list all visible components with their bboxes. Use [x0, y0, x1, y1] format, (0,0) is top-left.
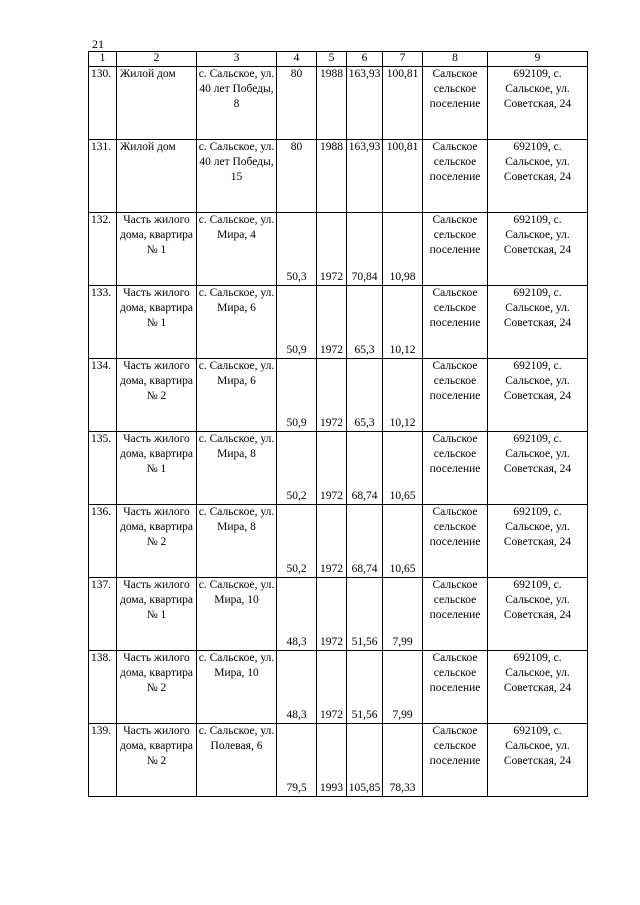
row-number: 131. — [89, 140, 117, 213]
object-name: Часть жилого дома, квартира № 1 — [117, 432, 197, 505]
object-name: Жилой дом — [117, 140, 197, 213]
year-built: 1988 — [317, 67, 347, 140]
table-row — [89, 724, 588, 797]
object-name: Часть жилого дома, квартира № 2 — [117, 505, 197, 578]
row-number: 137. — [89, 578, 117, 651]
column-number: 1 — [89, 52, 117, 67]
year-built: 1972 — [317, 505, 347, 578]
year-built: 1972 — [317, 286, 347, 359]
year-built: 1988 — [317, 140, 347, 213]
object-area: 50,2 — [277, 505, 317, 578]
object-name: Часть жилого дома, квартира № 2 — [117, 724, 197, 797]
column-number: 2 — [117, 52, 197, 67]
object-address: с. Сальское, ул. Мира, 8 — [197, 505, 277, 578]
row-number: 138. — [89, 651, 117, 724]
owner-name: Сальское сельское поселение — [423, 67, 488, 140]
table-row — [89, 359, 588, 432]
object-address: с. Сальское, ул. Мира, 10 — [197, 578, 277, 651]
book-value: 65,3 — [347, 359, 383, 432]
owner-name: Сальское сельское поселение — [423, 724, 488, 797]
table-row — [89, 651, 588, 724]
row-number: 133. — [89, 286, 117, 359]
row-number: 139. — [89, 724, 117, 797]
owner-address: 692109, с. Сальское, ул. Советская, 24 — [488, 286, 588, 359]
residual-value: 78,33 — [383, 724, 423, 797]
owner-name: Сальское сельское поселение — [423, 432, 488, 505]
owner-name: Сальское сельское поселение — [423, 505, 488, 578]
owner-address: 692109, с. Сальское, ул. Советская, 24 — [488, 213, 588, 286]
page-number: 21 — [92, 37, 104, 51]
object-address: с. Сальское, ул. Мира, 6 — [197, 286, 277, 359]
residual-value: 7,99 — [383, 651, 423, 724]
book-value: 163,93 — [347, 140, 383, 213]
object-address: с. Сальское, ул. Мира, 6 — [197, 359, 277, 432]
row-number: 130. — [89, 67, 117, 140]
row-number: 134. — [89, 359, 117, 432]
residual-value: 10,12 — [383, 359, 423, 432]
owner-address: 692109, с. Сальское, ул. Советская, 24 — [488, 359, 588, 432]
year-built: 1972 — [317, 578, 347, 651]
year-built: 1972 — [317, 359, 347, 432]
book-value: 68,74 — [347, 432, 383, 505]
column-number: 3 — [197, 52, 277, 67]
object-address: с. Сальское, ул. 40 лет Победы, 8 — [197, 67, 277, 140]
column-number: 9 — [488, 52, 588, 67]
owner-address: 692109, с. Сальское, ул. Советская, 24 — [488, 724, 588, 797]
book-value: 163,93 — [347, 67, 383, 140]
table-row — [89, 505, 588, 578]
book-value: 68,74 — [347, 505, 383, 578]
year-built: 1993 — [317, 724, 347, 797]
residual-value: 10,98 — [383, 213, 423, 286]
object-address: с. Сальское, ул. Полевая, 6 — [197, 724, 277, 797]
object-area: 48,3 — [277, 651, 317, 724]
book-value: 51,56 — [347, 651, 383, 724]
owner-name: Сальское сельское поселение — [423, 651, 488, 724]
residual-value: 7,99 — [383, 578, 423, 651]
object-area: 48,3 — [277, 578, 317, 651]
object-name: Часть жилого дома, квартира № 1 — [117, 213, 197, 286]
book-value: 70,84 — [347, 213, 383, 286]
book-value: 51,56 — [347, 578, 383, 651]
row-number: 136. — [89, 505, 117, 578]
owner-address: 692109, с. Сальское, ул. Советская, 24 — [488, 140, 588, 213]
object-name: Часть жилого дома, квартира № 1 — [117, 286, 197, 359]
object-area: 50,9 — [277, 286, 317, 359]
object-address: с. Сальское, ул. Мира, 8 — [197, 432, 277, 505]
residual-value: 10,65 — [383, 432, 423, 505]
object-name: Часть жилого дома, квартира № 1 — [117, 578, 197, 651]
owner-address: 692109, с. Сальское, ул. Советская, 24 — [488, 505, 588, 578]
object-address: с. Сальское, ул. 40 лет Победы, 15 — [197, 140, 277, 213]
object-name: Часть жилого дома, квартира № 2 — [117, 359, 197, 432]
column-number: 4 — [277, 52, 317, 67]
owner-name: Сальское сельское поселение — [423, 213, 488, 286]
book-value: 105,85 — [347, 724, 383, 797]
object-area: 50,3 — [277, 213, 317, 286]
column-number: 5 — [317, 52, 347, 67]
column-number-row — [89, 52, 588, 67]
owner-address: 692109, с. Сальское, ул. Советская, 24 — [488, 67, 588, 140]
table-row — [89, 67, 588, 140]
owner-name: Сальское сельское поселение — [423, 140, 488, 213]
table-row — [89, 140, 588, 213]
book-value: 65,3 — [347, 286, 383, 359]
year-built: 1972 — [317, 651, 347, 724]
object-area: 80 — [277, 67, 317, 140]
table-row — [89, 286, 588, 359]
residual-value: 100,81 — [383, 67, 423, 140]
property-registry-table — [88, 51, 588, 797]
owner-address: 692109, с. Сальское, ул. Советская, 24 — [488, 578, 588, 651]
object-address: с. Сальское, ул. Мира, 10 — [197, 651, 277, 724]
column-number: 6 — [347, 52, 383, 67]
owner-name: Сальское сельское поселение — [423, 359, 488, 432]
object-area: 80 — [277, 140, 317, 213]
column-number: 8 — [423, 52, 488, 67]
table-row — [89, 213, 588, 286]
year-built: 1972 — [317, 213, 347, 286]
residual-value: 10,12 — [383, 286, 423, 359]
object-name: Часть жилого дома, квартира № 2 — [117, 651, 197, 724]
column-number: 7 — [383, 52, 423, 67]
row-number: 132. — [89, 213, 117, 286]
owner-name: Сальское сельское поселение — [423, 286, 488, 359]
owner-address: 692109, с. Сальское, ул. Советская, 24 — [488, 651, 588, 724]
object-address: с. Сальское, ул. Мира, 4 — [197, 213, 277, 286]
residual-value: 100,81 — [383, 140, 423, 213]
residual-value: 10,65 — [383, 505, 423, 578]
owner-name: Сальское сельское поселение — [423, 578, 488, 651]
table-row — [89, 578, 588, 651]
object-area: 50,9 — [277, 359, 317, 432]
object-area: 50,2 — [277, 432, 317, 505]
object-name: Жилой дом — [117, 67, 197, 140]
object-area: 79,5 — [277, 724, 317, 797]
row-number: 135. — [89, 432, 117, 505]
owner-address: 692109, с. Сальское, ул. Советская, 24 — [488, 432, 588, 505]
year-built: 1972 — [317, 432, 347, 505]
table-row — [89, 432, 588, 505]
